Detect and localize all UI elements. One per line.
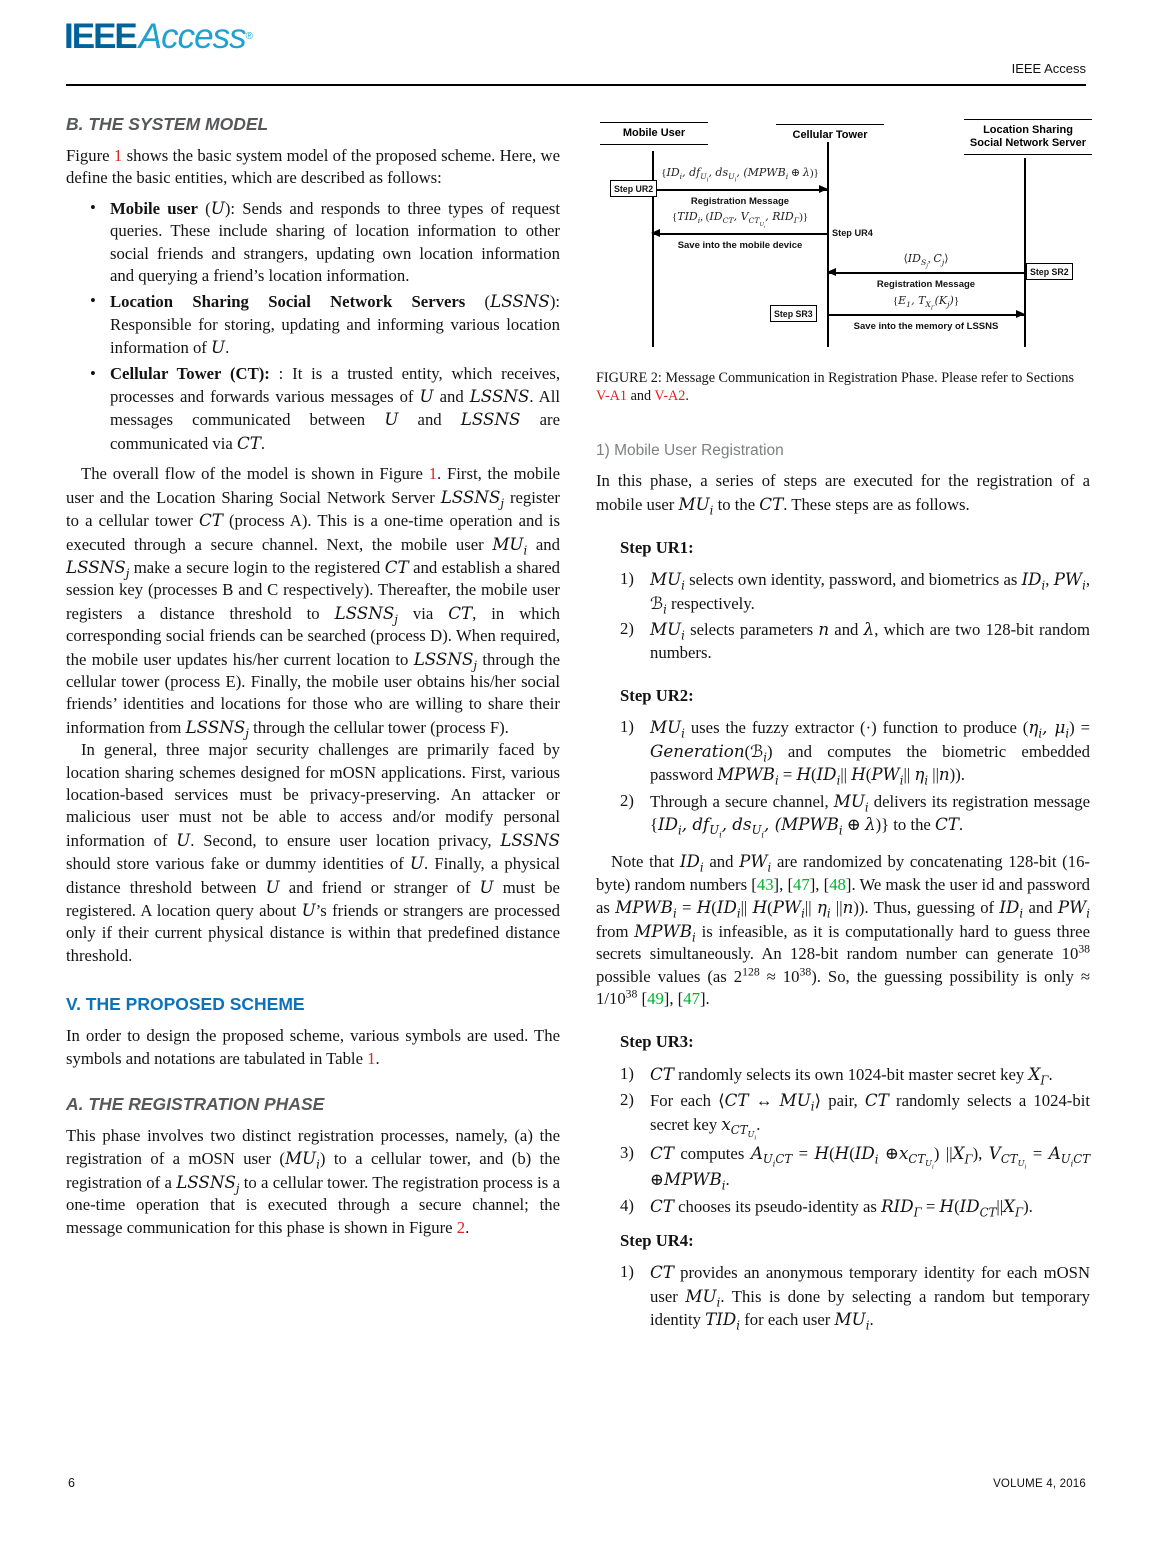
section-b-heading: B. THE SYSTEM MODEL (66, 114, 269, 134)
item-number: 4) (620, 1195, 634, 1215)
list-item (620, 790, 1090, 840)
list-item (620, 618, 1090, 664)
item-text: For each ⟨CT ↔ $MU_i⟩$ pair, CT randomly selects a 1024-bit secret key $x_{CT_{U_i}}$. (650, 1090, 1090, 1142)
section-b-intro-paragraph: Figure 1 shows the basic system model of the proposed scheme. Here, we define the basic entities, which are described as follows: (66, 146, 560, 188)
item-number: 1) (620, 569, 634, 589)
lifeline-lssns-server (1024, 158, 1026, 347)
message4-arrow (828, 314, 1024, 316)
actor-cellular-tower: Cellular Tower (776, 124, 884, 146)
list-item (620, 1195, 1090, 1218)
list-item (620, 1089, 1090, 1142)
item-text: CT randomly selects its own 1024-bit master secret key $X_\Gamma$. (650, 1063, 1053, 1088)
message3-sublabel: Registration Message (876, 279, 976, 290)
list-item (620, 1261, 1090, 1331)
section-a-heading: A. THE REGISTRATION PHASE (66, 1094, 325, 1115)
message4-label: {$E_1$, $T_{X_\Gamma}(K_j)$} (892, 294, 960, 312)
message3-arrow (828, 272, 1024, 274)
bullet-cellular-tower: • Cellular Tower (CT): : It is a trusted entity, which receives, processes and forwards various messages of U and LSSNS. All messages communicated between U and LSSNS are communicated via CT. (110, 363, 560, 456)
subsection-mobile-user-registration: 1) Mobile User Registration (596, 442, 784, 460)
message1-arrow (653, 189, 827, 191)
step-sr2-box: Step SR2 (1026, 263, 1073, 280)
arrowhead-right-icon (1016, 310, 1025, 318)
volume-label: VOLUME 4, 2016 (993, 1478, 1086, 1490)
list-item (620, 568, 1090, 615)
section-v-paragraph: In order to design the proposed scheme, various symbols are used. The symbols and notations are tabulated in Table 1. (66, 1026, 560, 1068)
arrowhead-left-icon (827, 268, 836, 276)
item-number: 2) (620, 619, 634, 639)
item-number: 1) (620, 1262, 634, 1282)
step-ur1-heading: Step UR1: (620, 538, 694, 557)
step-ur2-box: Step UR2 (610, 180, 657, 197)
step-ur2-heading: Step UR2: (620, 686, 694, 706)
left-column (66, 112, 560, 1239)
page-number: 6 (68, 1476, 75, 1490)
item-text: CT computes $A_{U_iCT} = H(H(ID_i$ $\oplus x_{CT_{U_i}}$) $||X_\Gamma$), $V_{CT_{U_i}} = A_{U_iCT}$ $\oplus MPWB_i$. (650, 1142, 1091, 1193)
list-item (620, 1142, 1090, 1192)
item-text: CT provides an anonymous temporary identity for each mOSN user $MU_i$. This is done by selecting a random but temporary identity $TID_i$ for each user $MU_i$. (650, 1262, 1090, 1333)
step-ur4-label: Step UR4 (832, 228, 873, 238)
section-v-heading: V. THE PROPOSED SCHEME (66, 994, 305, 1015)
randomization-note-paragraph: Note that $ID_i$ and $PW_i$ are randomized by concatenating 128-bit (16-byte) random numbers [43], [47], [48]. We mask the user id and password as $MPWB_i = H(ID_i||$ $H(PW_i||$ $\eta_i$ ||n)). Thus, guessing of $ID_i$ and $PW_i$ from $MPWB_i$ is infeasible, as it is computationally hard to guess three secrets simultaneously. An 128-bit random number can generate $10^{38}$ possible values (as $2^{128} \approx 10^{38}$). So, the guessing possibility is only ≈ $1/10^{38}$ [49], [47]. (596, 851, 1091, 1008)
item-number: 3) (620, 1142, 634, 1162)
message3-label: $⟨ID_{S_j}$, $C_j⟩$ (903, 252, 949, 270)
bullet-mobile-user: • Mobile user (U): Sends and responds to three types of request queries. These include sharing of location information to other social friends and strangers, updating own location information and querying a friend’s location information. (110, 197, 560, 288)
overall-flow-paragraph: The overall flow of the model is shown in Figure 1. First, the mobile user and the Location Sharing Social Network Server $LSSNS_j$ register to a cellular tower CT (process A). This is a one-time operation and is executed through a secure channel. Next, the mobile user $MU_i$ and $LSSNS_j$ make a secure login to the registered CT and establish a shared session key (processes B and C respectively). Thereafter, the mobile user registers a distance threshold to $LSSNS_j$ via CT, in which corresponding social friends can be searched (process D). When required, the mobile user updates his/her current location to $LSSNS_j$ through the cellular tower (process E). Finally, the mobile user obtains his/her social friends’ identities and locations for those who are willing to share their information from $LSSNS_j$ through the cellular tower (process F). (66, 464, 561, 741)
item-text: Through a secure channel, $MU_i$ delivers its registration message {$ID_i$, $df_{U_i}$, $ds_{U_i}$, ($MPWB_i$ ⊕ λ)} to the CT. (650, 790, 1090, 840)
step-sr3-box: Step SR3 (770, 305, 817, 322)
logo-ieee-text: IEEE (64, 17, 136, 56)
security-challenges-paragraph: In general, three major security challenges are primarily faced by location sharing schemes designed for mOSN applications. First, various location-based services must be privacy-preserving. An attacker or malicious user must not be able to access and/or modify personal information of U. Second, to ensure user location privacy, LSSNS should store various fake or dummy identities of U. Finally, a physical distance threshold between U and friend or stranger of U must be registered. A location query about U’s friends or strangers are processed only if their current physical distance is within that predefined distance threshold. (66, 740, 561, 965)
actor-lssns-server: Location Sharing Social Network Server (964, 119, 1092, 155)
message2-arrow (652, 233, 827, 235)
arrowhead-left-icon (651, 229, 660, 237)
ieee-access-logo (64, 17, 253, 56)
item-number: 2) (620, 790, 634, 810)
header-rule (66, 84, 1086, 86)
message4-sublabel: Save into the memory of LSSNS (853, 321, 999, 332)
item-text: CT chooses its pseudo-identity as $RID_\Gamma = H(ID_{CT}||X_\Gamma)$. (650, 1195, 1033, 1219)
step-ur4-heading: Step UR4: (620, 1230, 694, 1250)
step-ur3-heading: Step UR3: (620, 1032, 694, 1052)
message1-label: {$ID_i$, $df_{U_i}$, $ds_{U_i}$, ($MPWB_i$ ⊕ λ)} (661, 166, 819, 184)
entity-bullet-list (66, 197, 560, 455)
message1-sublabel: Registration Message (690, 196, 790, 207)
figure2-sequence-diagram (596, 114, 1090, 356)
item-number: 2) (620, 1090, 634, 1110)
lifeline-cellular-tower (827, 142, 829, 347)
item-number: 1) (620, 717, 634, 737)
registered-mark: ® (245, 31, 253, 42)
message2-label: {$TID_i$, ($ID_{CT}$, $V_{CT_{U_i}}$, $RID_\Gamma$)} (671, 210, 809, 229)
section-a-paragraph: This phase involves two distinct registration processes, namely, (a) the registration of a mOSN user $(MU_i)$ to a cellular tower, and (b) the registration of a $LSSNS_j$ to a cellular tower. The registration process is a one-time operation that is executed through a secure channel; the message communication for this phase is shown in Figure 2. (66, 1126, 560, 1237)
registration-intro-paragraph: In this phase, a series of steps are executed for the registration of a mobile user $MU_i$ to the CT. These steps are as follows. (596, 471, 1090, 517)
actor-mobile-user: Mobile User (600, 122, 708, 145)
list-item (620, 1063, 1090, 1086)
item-text: $MU_i$ selects parameters n and λ, which are two 128-bit random numbers. (650, 619, 1090, 662)
logo-access-text: Access (138, 17, 246, 56)
journal-label: IEEE Access (1011, 61, 1086, 76)
list-item (620, 716, 1090, 786)
figure2-caption: FIGURE 2: Message Communication in Registration Phase. Please refer to Sections V-A1 and V-A2. (596, 370, 1074, 404)
arrowhead-right-icon (819, 185, 828, 193)
item-text: $MU_i$ selects own identity, password, and biometrics as $ID_i$, $PW_i$, ℬ$_i$ respectively. (650, 569, 1090, 617)
right-column (596, 112, 1090, 1335)
message2-sublabel: Save into the mobile device (677, 240, 803, 251)
item-number: 1) (620, 1063, 634, 1083)
item-text: $MU_i$ uses the fuzzy extractor (·) function to produce ($\eta_i$, $\mu_i$) = Generation(ℬ$_i$) and computes the biometric embedded password $MPWB_i = H(ID_i||$ $H(PW_i||$ $\eta_i$ ||n)). (650, 717, 1090, 788)
bullet-lssns: • Location Sharing Social Network Servers (LSSNS): Responsible for storing, updating and informing various location information of U. (110, 290, 560, 359)
